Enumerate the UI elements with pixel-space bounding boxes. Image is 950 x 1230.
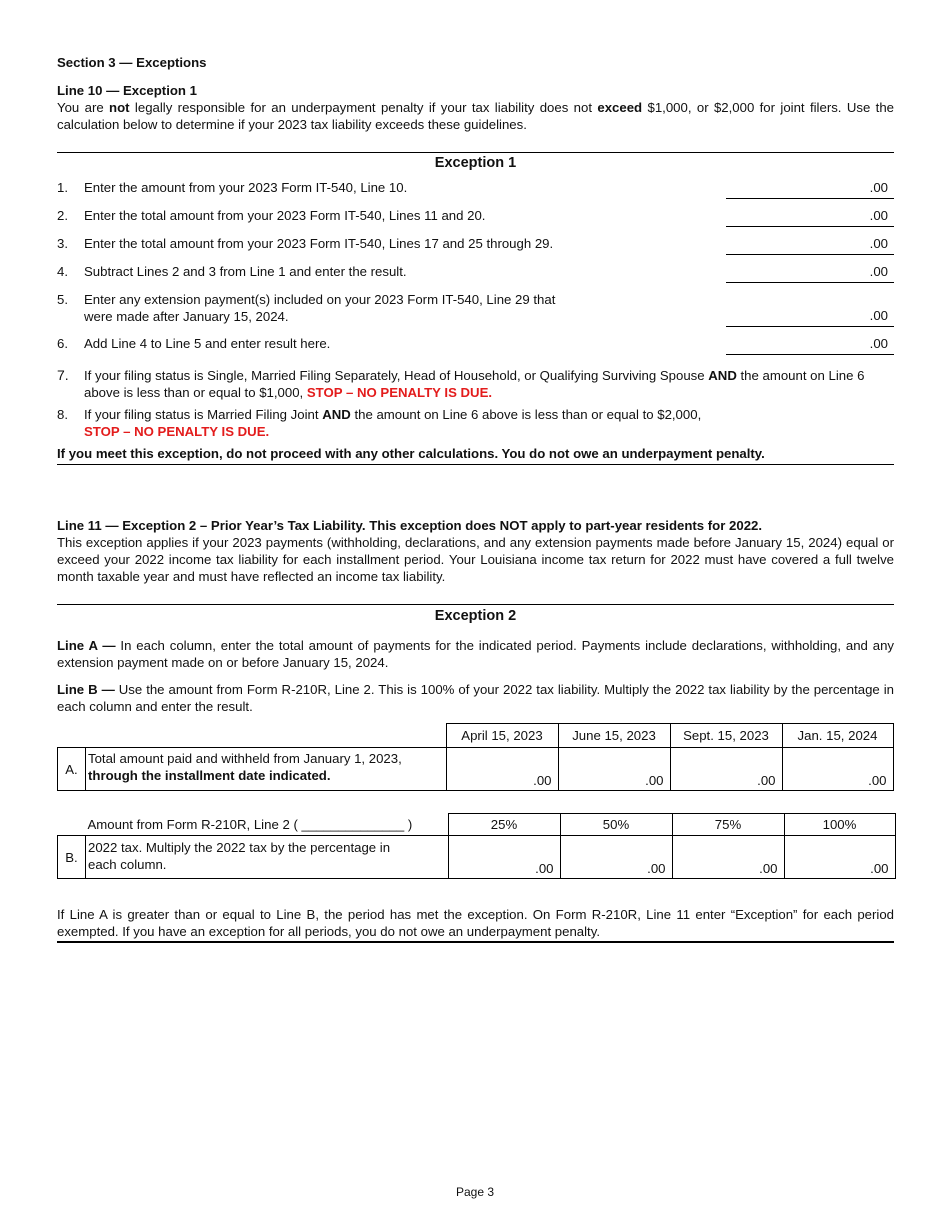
line-number: 6. (57, 336, 68, 351)
date-header: Sept. 15, 2023 (670, 724, 782, 748)
divider (57, 604, 894, 605)
row-a-amount-field[interactable]: .00 (446, 748, 558, 791)
row-a-label: A. (58, 748, 86, 791)
line-6-amount-field[interactable]: .00 (726, 334, 894, 355)
row-a-amount-field[interactable]: .00 (782, 748, 893, 791)
date-header: April 15, 2023 (446, 724, 558, 748)
line-number: 3. (57, 236, 68, 251)
row-b-amount-field[interactable]: .00 (448, 836, 560, 879)
divider (57, 152, 894, 153)
line-a-instructions: Line A — In each column, enter the total amount of payments for the indicated period. Payments include declarations, withholding, and any extension payment made on or before January 15, 2024. (57, 638, 894, 670)
line-number: 5. (57, 292, 68, 307)
line-1-text: Enter the amount from your 2023 Form IT-540, Line 10. (84, 180, 408, 195)
line-number: 2. (57, 208, 68, 223)
page-number: Page 3 (455, 1185, 495, 1199)
date-header: June 15, 2023 (558, 724, 670, 748)
line-7-text: If your filing status is Single, Married Filing Separately, Head of Household, or Qualifying Surviving Spouse AND the amount on Line 6 above is less than or equal to $1,000, STOP – NO PENALTY IS DUE. (84, 368, 865, 400)
line-3-text: Enter the total amount from your 2023 Form IT-540, Lines 17 and 25 through 29. (84, 236, 554, 251)
row-b-description: 2022 tax. Multiply the 2022 tax by the percentage in each column. (86, 836, 449, 879)
date-header: Jan. 15, 2024 (782, 724, 893, 748)
divider (57, 464, 894, 465)
row-b-label: B. (58, 836, 86, 879)
exception2-title: Exception 2 (434, 608, 517, 624)
line-number: 1. (57, 180, 68, 195)
percent-header: 100% (784, 814, 895, 836)
line-6-text: Add Line 4 to Line 5 and enter result here. (84, 336, 331, 351)
percent-header: 25% (448, 814, 560, 836)
exception2-closing: If Line A is greater than or equal to Line B, the period has met the exception. On Form R-210R, Line 11 enter “Exception” for each period exempted. If you have an exception for all periods, you do not owe an underpayment penalty. (57, 907, 894, 939)
line-b-instructions: Line B — Use the amount from Form R-210R, Line 2. This is 100% of your 2022 tax liability. Multiply the 2022 tax liability by the percentage in each column and enter the result. (57, 682, 894, 714)
row-a-amount-field[interactable]: .00 (558, 748, 670, 791)
line-4-text: Subtract Lines 2 and 3 from Line 1 and enter the result. (84, 264, 407, 279)
line-4-amount-field[interactable]: .00 (726, 262, 894, 283)
line-1-amount-field[interactable]: .00 (726, 178, 894, 199)
r210r-amount-line: Amount from Form R-210R, Line 2 ( ______________ ) (87, 816, 413, 832)
exception1-closing: If you meet this exception, do not proceed with any other calculations. You do not owe an underpayment penalty. (57, 446, 765, 461)
row-b-amount-field[interactable]: .00 (560, 836, 672, 879)
percent-header: 50% (560, 814, 672, 836)
row-b-amount-field[interactable]: .00 (784, 836, 895, 879)
line-number: 7. (57, 367, 69, 383)
line11-heading: Line 11 — Exception 2 – Prior Year’s Tax Liability. This exception does NOT apply to part-year residents for 2022. (57, 518, 763, 533)
line-number: 8. (57, 407, 68, 422)
row-a-amount-field[interactable]: .00 (670, 748, 782, 791)
line-number: 4. (57, 264, 68, 279)
exception1-title: Exception 1 (434, 155, 517, 171)
line-3-amount-field[interactable]: .00 (726, 234, 894, 255)
line11-body: This exception applies if your 2023 payments (withholding, declarations, and any extension payments made before January 15, 2024) equal or exceed your 2022 income tax liability for each installment period. Your Louisiana income tax return for 2022 must have covered a full twelve month taxable year and must have reflected an income tax liability. (57, 535, 894, 584)
line-b-table (57, 813, 896, 879)
line-5-amount-field[interactable]: .00 (726, 306, 894, 327)
line-2-amount-field[interactable]: .00 (726, 206, 894, 227)
line-8-text: If your filing status is Married Filing Joint AND the amount on Line 6 above is less than or equal to $2,000, STOP – NO PENALTY IS DUE. (84, 407, 702, 439)
line10-heading: Line 10 — Exception 1 (57, 83, 197, 98)
line-5-text: Enter any extension payment(s) included on your 2023 Form IT-540, Line 29 that were made after January 15, 2024. (84, 292, 556, 324)
line10-intro: You are not legally responsible for an underpayment penalty if your tax liability does not exceed $1,000, or $2,000 for joint filers. Use the calculation below to determine if your 2023 tax liability exceeds these guidelines. (57, 100, 894, 132)
line-a-table (57, 723, 894, 791)
row-a-description: Total amount paid and withheld from January 1, 2023, through the installment date indicated. (86, 748, 447, 791)
section-title: Section 3 — Exceptions (57, 55, 207, 70)
line-2-text: Enter the total amount from your 2023 Form IT-540, Lines 11 and 20. (84, 208, 486, 223)
divider (57, 941, 894, 943)
row-b-amount-field[interactable]: .00 (672, 836, 784, 879)
percent-header: 75% (672, 814, 784, 836)
